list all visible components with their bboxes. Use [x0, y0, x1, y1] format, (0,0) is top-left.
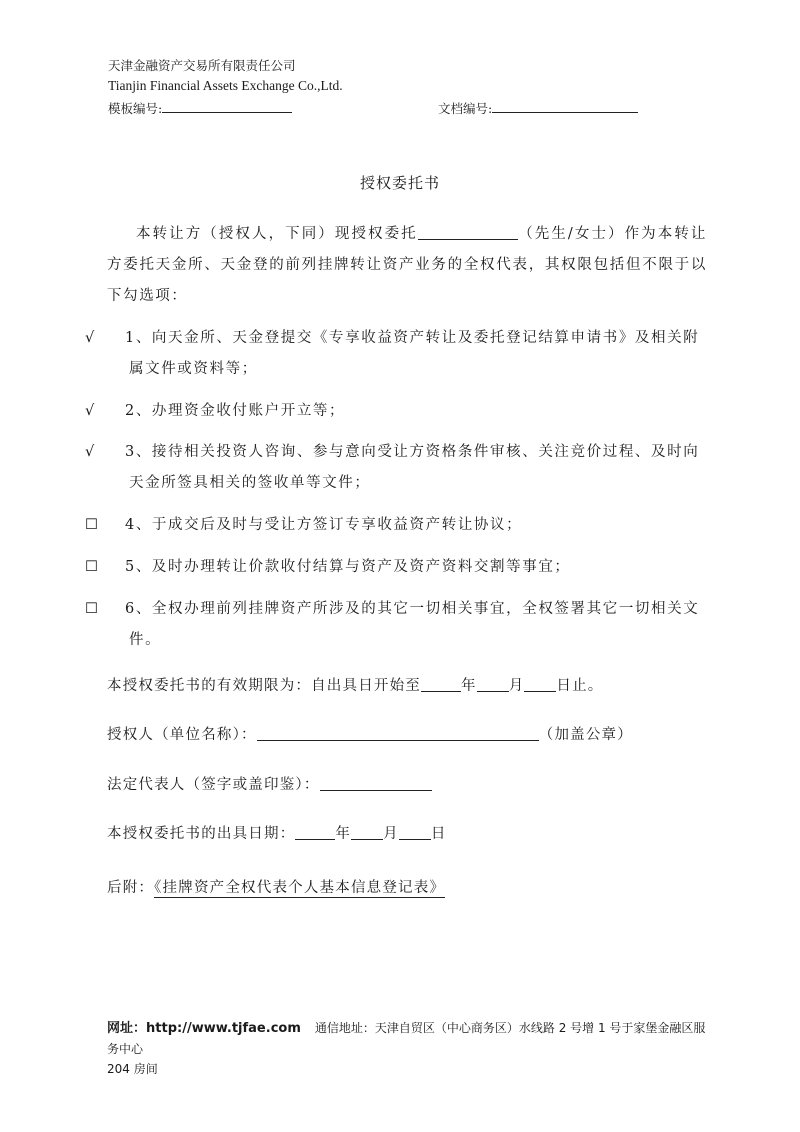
- authority-item-label: 3、接待相关投资人咨询、参与意向受让方资格条件审核、关注竞价过程、及时向天金所签具相关的签收单等文件；: [125, 444, 700, 491]
- authority-item-text: [85, 437, 707, 499]
- template-number-blank: [162, 100, 292, 113]
- issue-day-field[interactable]: [399, 826, 431, 840]
- check-mark-icon: √: [85, 403, 96, 419]
- authority-item-label: 6、全权办理前列挂牌资产所涉及的其它一切相关事宜，全权签署其它一切相关文件。: [125, 601, 700, 648]
- validity-month-label: 月: [508, 678, 525, 694]
- attachment-link[interactable]: 《挂牌资产全权代表个人基本信息登记表》: [154, 880, 446, 896]
- authority-item-text: [85, 552, 707, 583]
- validity-suffix: 日止。: [556, 678, 604, 694]
- authority-item-4: [85, 510, 707, 541]
- authority-item-1: [85, 323, 707, 385]
- address-line-1: 天津自贸区（中心商务区）水线路 2 号增 1 号于家堡金融区服务中心: [107, 1021, 706, 1056]
- authority-item-6: [85, 594, 707, 656]
- validity-year-label: 年: [461, 678, 477, 694]
- authority-item-label: 2、办理资金收付账户开立等；: [125, 403, 346, 419]
- authority-item-label: 4、于成交后及时与受让方签订专享收益资产转让协议；: [125, 517, 523, 533]
- checkbox-icon[interactable]: ☐: [85, 517, 100, 533]
- authorizer-line: [107, 723, 633, 744]
- checkbox-icon[interactable]: ☐: [85, 601, 100, 617]
- legal-rep-line: [107, 773, 432, 794]
- authorizer-name-field[interactable]: [257, 727, 539, 741]
- validity-line: [107, 674, 604, 695]
- company-name-en: Tianjin Financial Assets Exchange Co.,Ltd.: [108, 78, 343, 93]
- issue-year-label: 年: [335, 826, 352, 842]
- website-link[interactable]: http://www.tjfae.com: [146, 1021, 301, 1036]
- issue-month-label: 月: [383, 826, 399, 842]
- authorizer-seal-note: （加盖公章）: [538, 727, 633, 743]
- authority-item-text: [85, 323, 707, 385]
- authority-item-label: 1、向天金所、天金登提交《专享收益资产转让及委托登记结算申请书》及相关附属文件或资料等；: [125, 330, 700, 377]
- authority-item-3: [85, 437, 707, 499]
- intro-text-after: （先生/女士）作为本转让方委托天金所、天金登的前列挂牌转让资产业务的全权代表，其权限包括但不限于以下勾选项：: [107, 226, 707, 304]
- authority-item-text: [85, 510, 707, 541]
- legal-rep-signature-field[interactable]: [320, 777, 432, 791]
- validity-month-field[interactable]: [477, 678, 509, 692]
- validity-prefix: 本授权委托书的有效期限为：自出具日开始至: [107, 678, 421, 694]
- template-number-row: [108, 100, 292, 117]
- attachment-line: [107, 876, 445, 897]
- page-title: 授权委托书: [359, 174, 440, 192]
- authority-item-5: [85, 552, 707, 583]
- validity-day-field[interactable]: [524, 678, 556, 692]
- authority-item-2: [85, 396, 707, 427]
- delegate-name-blank: [418, 226, 518, 240]
- authorizer-label: 授权人（单位名称）：: [107, 727, 257, 743]
- address-label: 通信地址：: [314, 1021, 375, 1035]
- document-number-row: [438, 100, 638, 117]
- issue-date-line: [107, 822, 447, 843]
- authority-item-text: [85, 396, 707, 427]
- document-number-blank: [492, 100, 638, 113]
- document-number-label: 文档编号:: [438, 101, 493, 116]
- issue-day-label: 日: [430, 826, 447, 842]
- address-line-2: 204 房间: [107, 1062, 158, 1076]
- check-mark-icon: √: [85, 444, 96, 460]
- legal-rep-label: 法定代表人（签字或盖印鉴）：: [107, 777, 320, 793]
- validity-year-field[interactable]: [421, 678, 461, 692]
- template-number-label: 模板编号:: [108, 101, 163, 116]
- footer-line-1: [107, 1018, 717, 1059]
- issue-month-field[interactable]: [351, 826, 383, 840]
- website-label: 网址：: [107, 1021, 147, 1036]
- company-name-cn: 天津金融资产交易所有限责任公司: [108, 58, 296, 73]
- checkbox-icon[interactable]: ☐: [85, 559, 100, 575]
- issue-year-field[interactable]: [295, 826, 335, 840]
- page-footer: [107, 1018, 717, 1079]
- attachment-label: 后附：: [107, 880, 155, 896]
- issue-date-prefix: 本授权委托书的出具日期：: [107, 826, 296, 842]
- check-mark-icon: √: [85, 330, 96, 346]
- intro-text-before: 本转让方（授权人，下同）现授权委托: [136, 226, 418, 242]
- authority-item-label: 5、及时办理转让价款收付结算与资产及资产资料交割等事宜；: [125, 559, 571, 575]
- intro-paragraph: [107, 219, 707, 312]
- authority-item-text: [85, 594, 707, 656]
